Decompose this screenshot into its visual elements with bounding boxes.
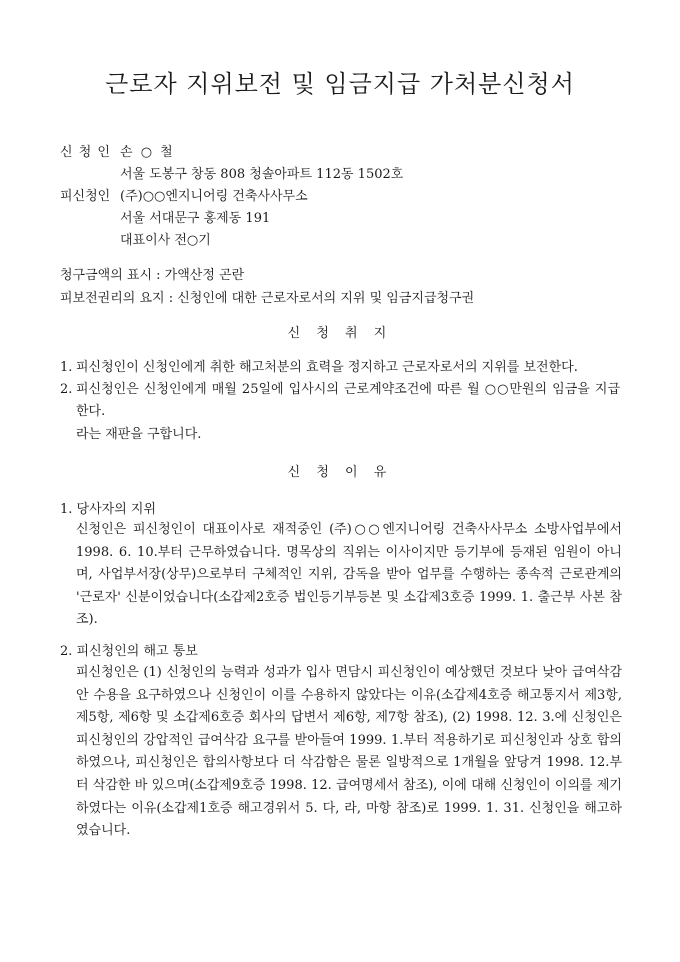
reason-section-number: 1. <box>60 502 73 517</box>
purpose-item-text: 피신청인이 신청인에게 취한 해고처분의 효력을 정지하고 근로자로서의 지위를 보전한다. <box>76 360 578 375</box>
purpose-item-text: 피신청인은 신청인에게 매월 25일에 입사시의 근로계약조건에 따른 월 ○○만원의 임금을 지급한다. <box>76 382 620 419</box>
purpose-item-number: 2. <box>60 382 73 397</box>
reason-section-1-body: 신청인은 피신청인이 대표이사로 재적중인 (주)○○엔지니어링 건축사사무소 소방사업부에서 1998. 6. 10.부터 근무하였습니다. 명목상의 직위는 이사이지만 등기부에 등재된 임원이 아니며, 사업부서장(상무)으로부터 구체적인 지위, 감독을 받아 업무를 수행하는 종속적 근로관계의 '근로자' 신분이었습니다(소갑제2호증 법인등기부등본 및 소갑제3호증 1999. 1. 출근부 사본 참조). <box>76 522 622 628</box>
respondent-address: 서울 서대문구 홍제동 191 <box>120 211 271 226</box>
reason-section-1-header <box>60 498 156 517</box>
respondent-representative: 대표이사 전○기 <box>120 233 211 248</box>
reason-section-number: 2. <box>60 644 73 659</box>
applicant-address: 서울 도봉구 창동 808 청솔아파트 112동 1502호 <box>120 167 404 182</box>
purpose-closing: 라는 재판을 구합니다. <box>76 427 202 442</box>
reason-section-2-header <box>60 640 198 659</box>
respondent-name: (주)○○엔지니어링 건축사사무소 <box>120 189 308 204</box>
respondent-label: 피신청인 <box>60 189 111 204</box>
document-title: 근로자 지위보전 및 임금지급 가처분신청서 <box>105 70 575 98</box>
reason-section-title: 당사자의 지위 <box>76 502 157 517</box>
purpose-item-2 <box>60 379 620 423</box>
protected-right: 피보전권리의 요지 : 신청인에 대한 근로자로서의 지위 및 임금지급청구권 <box>60 291 475 306</box>
purpose-item-1 <box>60 357 620 379</box>
applicant-label: 신 청 인 <box>60 145 111 160</box>
purpose-heading: 신 청 취 지 <box>287 326 393 341</box>
claim-amount: 청구금액의 표시 : 가액산정 곤란 <box>60 268 245 283</box>
reasons-heading: 신 청 이 유 <box>287 465 393 480</box>
applicant-name: 손 ○ 철 <box>120 145 175 160</box>
reason-section-title: 피신청인의 해고 통보 <box>76 644 198 659</box>
reason-section-2-body: 피신청인은 (1) 신청인의 능력과 성과가 입사 면담시 피신청인이 예상했던 것보다 낮아 급여삭감안 수용을 요구하였으나 신청인이 이를 수용하지 않았다는 이유(소갑제4호증 해고통지서 제3항, 제5항, 제6항 및 소갑제6호증 회사의 답변서 제6항, 제7항 참조), (2) 1998. 12. 3.에 신청인은 피신청인의 강압적인 급여삭감 요구를 받아들여 1999. 1.부터 적용하기로 피신청인과 상호 합의하였으나, 피신청인은 합의사항보다 더 삭감함은 물론 일방적으로 1개월을 앞당겨 1998. 12.부터 삭감한 바 있으며(소갑제9호증 1998. 12. 급여명세서 참조), 이에 대해 신청인이 이의를 제기하였다는 이유(소갑제1호증 해고경위서 5. 다, 라, 마항 참조)로 1999. 1. 31. 신청인을 해고하였습니다. <box>76 665 622 839</box>
purpose-item-number: 1. <box>60 360 73 375</box>
